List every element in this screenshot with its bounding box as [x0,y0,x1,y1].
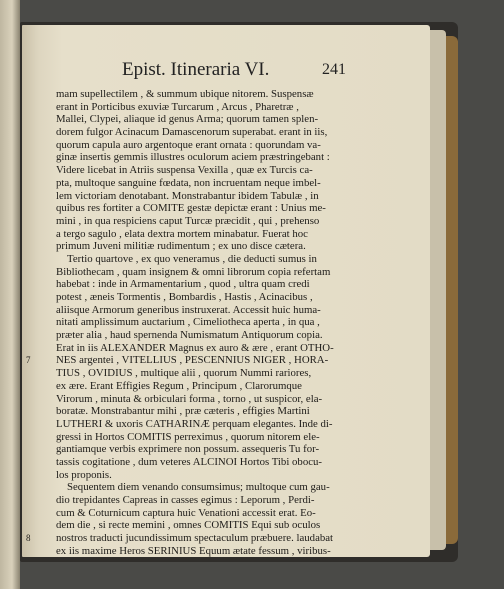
text-line: los proponis. [56,468,112,481]
page-number: 241 [322,61,346,78]
text-line: mini , in qua respiciens caput Turcæ præcidit , qui , prehenso [56,214,320,227]
text-line: præter alia , haud spernenda Numismatum Antiquorum copia. [56,329,323,342]
text-line: Mallei, Clypei, aliaque id genus Arma; quorum tamen splen- [56,113,319,126]
text-line: ex ære. Erant Effigies Regum , Principum , Clarorumque [56,379,302,392]
text-line: potest , æneis Tormentis , Bombardis , Hastis , Acinacibus , [56,291,313,303]
text-line: Tertio quartove , ex quo veneramus , die deducti sumus in [67,252,317,265]
text-line: mam supellectilem , & summum ubique nitorem. Suspensæ [56,88,314,100]
text-line: Sequentem diem venando consumsimus; multoque cum gau- [67,481,330,494]
text-line: gantiamque verbis exprimere non possum. assequeris Tu for- [56,443,320,456]
text-line: erant in Porticibus exuviæ Turcarum , Arcus , Pharetræ , [56,100,299,113]
facing-page-edge [0,0,20,589]
text-line: habebat : inde in Armamentarium , quod , ultra quam credi [56,278,310,291]
marginal-number: 8 [26,533,31,543]
text-line: dorem fulgor Acinacum Damascenorum superabat. erant in iis, [56,126,328,139]
text-line: aliisque Armorum generibus instruxerat. Accessit huic huma- [56,303,321,316]
text-line: LUTHERI & uxoris CATHARINÆ perquam elegantes. Inde di- [56,417,333,430]
text-line: ginæ insertis gemmis illustres oculorum aciem præstringebant : [56,151,330,164]
marginal-number: 7 [26,355,31,365]
text-line: dio trepidantes Capreas in casses egimus : Leporum , Perdi- [56,494,315,506]
text-line: a tergo sagulo , elata dextra mortem minabatur. Fuerat hoc [56,227,308,240]
text-line: nostros traducti jucundissimum spectaculum præbuere. laudabat [56,532,334,545]
text-line: cum & Coturnicum captura huic Venationi accessit erat. Eo- [56,506,316,519]
text-line: NES argentei , VITELLIUS , PESCENNIUS NIGER , HORA- [56,354,329,367]
text-line: primum Juveni militiæ rudimentum ; ex uno disce cætera. [56,240,306,253]
running-head: Epist. Itineraria VI. [122,59,270,80]
text-line: Bibliothecam , quam insignem & omni librorum copia refertam [56,265,331,278]
page-edges [430,30,446,550]
text-line: lem victoriam denotabant. Monstrabantur ibidem Tabulæ , in [56,189,319,202]
text-line: dem die , si recte memini , omnes COMITIS Equi sub oculos [56,519,321,532]
text-line: ex iis maxime Heros SERINIUS Equum ætate fessum , viribus- [56,544,331,557]
text-line: quibus res fortiter a COMITE gestæ depictæ erant : Unius me- [56,202,326,215]
text-line: Erat in iis ALEXANDER Magnus ex auro & ære , erant OTHO- [56,341,334,354]
text-line: pta, multoque sanguine fœdata, non incruentam neque imbel- [56,176,321,189]
text-line: nitati amplissimum auctarium , Cimeliotheca aperta , in qua , [56,316,320,329]
text-line: tassis cogitatione , dum veteres ALCINOI Hortos Tibi obocu- [56,455,322,468]
text-line: Videre licebat in Atriis suspensa Vexilla , quæ ex Turcis ca- [56,164,313,177]
book-cover-edge [446,36,458,544]
text-line: Virorum , minuta & orbiculari forma , torno , ut suspicor, ela- [56,392,323,405]
body-text [56,88,356,557]
text-line: boratæ. Monstrabantur mihi , præ cæteris , effigies Martini [56,405,310,418]
text-line: quorum capula auro argentoque erant ornata : quorundam va- [56,138,321,151]
text-line: TIUS , OVIDIUS , multique alii , quorum Nummi rariores, [56,367,312,380]
book-page [22,25,430,557]
text-line: gressi in Hortos COMITIS perreximus , quorum nitorem ele- [56,430,320,443]
